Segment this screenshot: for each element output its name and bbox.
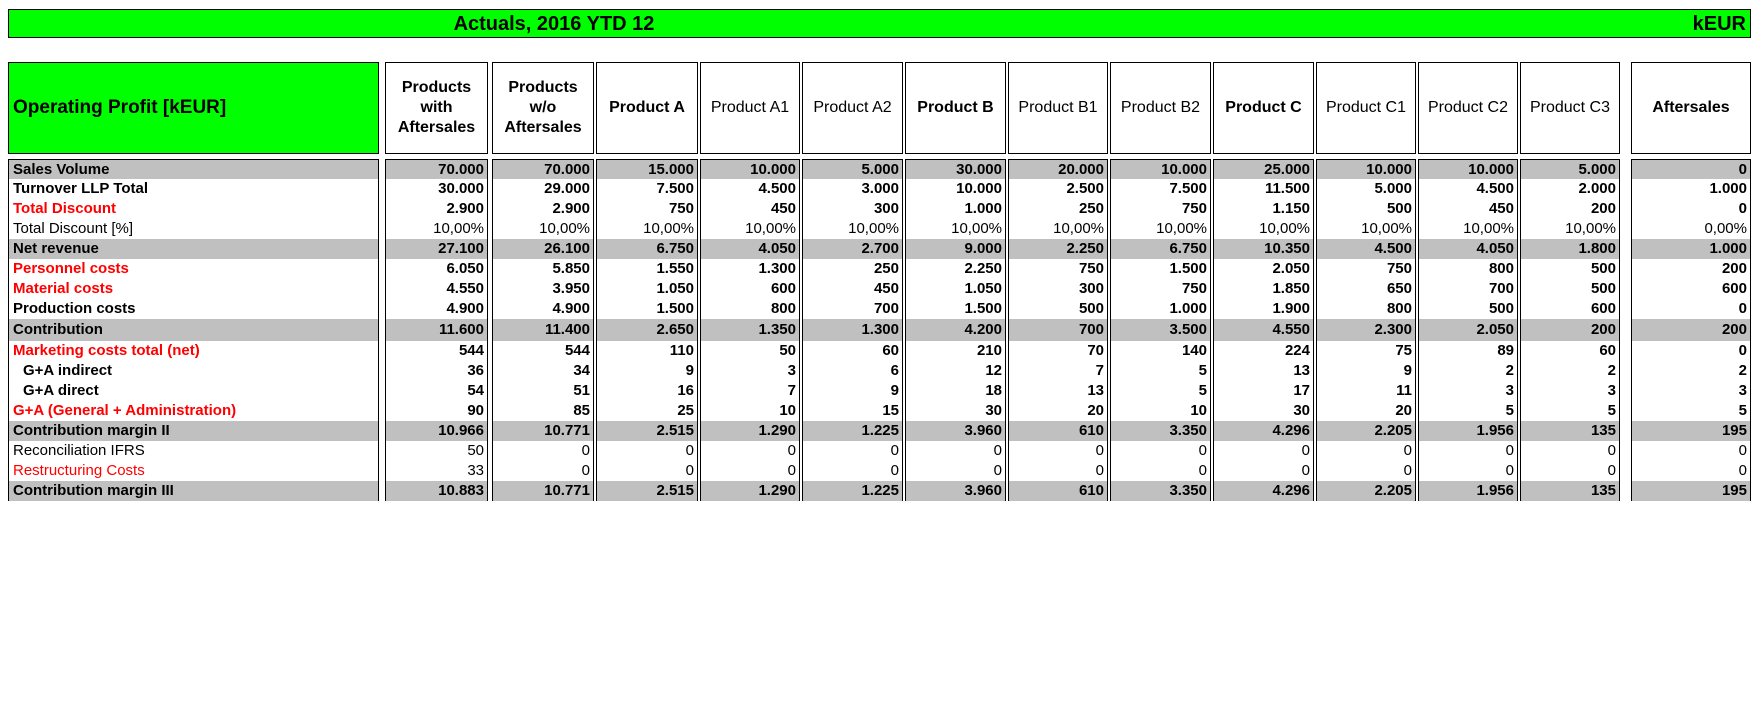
table-cell: 5.000 <box>802 159 903 179</box>
table-cell: 10.000 <box>1316 159 1416 179</box>
table-cell: 200 <box>1631 319 1751 341</box>
table-cell: 4.296 <box>1213 421 1314 441</box>
table-cell: 1.225 <box>802 481 903 501</box>
table-cell: 50 <box>700 341 800 361</box>
table-cell: 0,00% <box>1631 219 1751 239</box>
table-cell: 3.960 <box>905 481 1006 501</box>
table-cell: 6.750 <box>1110 239 1211 259</box>
table-cell: 0 <box>1418 441 1518 461</box>
table-cell: 2.650 <box>596 319 698 341</box>
table-cell: 4.200 <box>905 319 1006 341</box>
table-cell: 36 <box>385 361 488 381</box>
table-cell: 544 <box>385 341 488 361</box>
table-row <box>0 381 1757 401</box>
table-cell: 1.000 <box>905 199 1006 219</box>
table-cell: 30.000 <box>385 179 488 199</box>
table-cell: 750 <box>1008 259 1108 279</box>
table-cell: 1.000 <box>1631 239 1751 259</box>
table-cell: 4.550 <box>1213 319 1314 341</box>
table-cell: 0 <box>1631 159 1751 179</box>
table-cell: 10,00% <box>385 219 488 239</box>
table-row <box>0 341 1757 361</box>
table-cell: 1.500 <box>596 299 698 319</box>
table-cell: 4.500 <box>1418 179 1518 199</box>
table-row <box>0 279 1757 299</box>
table-cell: 10,00% <box>596 219 698 239</box>
table-cell: 17 <box>1213 381 1314 401</box>
table-cell: 30.000 <box>905 159 1006 179</box>
table-cell: 250 <box>802 259 903 279</box>
table-cell: 0 <box>1008 461 1108 481</box>
table-cell: 10,00% <box>1418 219 1518 239</box>
table-cell: 10 <box>700 401 800 421</box>
table-cell: 6.750 <box>596 239 698 259</box>
column-header: Product B <box>905 62 1006 154</box>
row-label: Production costs <box>8 299 379 319</box>
table-cell: 450 <box>802 279 903 299</box>
table-cell: 450 <box>700 199 800 219</box>
row-label: Contribution margin II <box>8 421 379 441</box>
table-cell: 1.350 <box>700 319 800 341</box>
table-cell: 0 <box>1213 461 1314 481</box>
table-cell: 10,00% <box>492 219 594 239</box>
table-cell: 5 <box>1631 401 1751 421</box>
row-label: Contribution margin III <box>8 481 379 501</box>
table-cell: 1.550 <box>596 259 698 279</box>
column-header: Product A1 <box>700 62 800 154</box>
table-cell: 1.290 <box>700 481 800 501</box>
table-cell: 200 <box>1631 259 1751 279</box>
table-cell: 18 <box>905 381 1006 401</box>
table-cell: 10,00% <box>1520 219 1620 239</box>
table-cell: 10.966 <box>385 421 488 441</box>
table-row <box>0 401 1757 421</box>
row-header-title: Operating Profit [kEUR] <box>8 62 379 154</box>
table-cell: 20 <box>1008 401 1108 421</box>
table-cell: 10,00% <box>905 219 1006 239</box>
column-header: Product C1 <box>1316 62 1416 154</box>
table-cell: 60 <box>802 341 903 361</box>
table-cell: 2.700 <box>802 239 903 259</box>
table-cell: 10,00% <box>700 219 800 239</box>
table-cell: 10 <box>1110 401 1211 421</box>
table-cell: 54 <box>385 381 488 401</box>
table-cell: 7.500 <box>1110 179 1211 199</box>
row-label: Turnover LLP Total <box>8 179 379 199</box>
row-label: G+A direct <box>8 381 379 401</box>
table-cell: 110 <box>596 341 698 361</box>
table-cell: 5.850 <box>492 259 594 279</box>
table-cell: 0 <box>700 461 800 481</box>
table-cell: 1.500 <box>1110 259 1211 279</box>
table-cell: 10,00% <box>1110 219 1211 239</box>
table-cell: 135 <box>1520 481 1620 501</box>
column-header: Aftersales <box>1631 62 1751 154</box>
table-row <box>0 179 1757 199</box>
table-cell: 1.956 <box>1418 481 1518 501</box>
table-cell: 7 <box>1008 361 1108 381</box>
column-header: Product C <box>1213 62 1314 154</box>
table-row <box>0 319 1757 341</box>
table-cell: 9 <box>596 361 698 381</box>
table-cell: 0 <box>596 441 698 461</box>
row-label: Reconciliation IFRS <box>8 441 379 461</box>
table-row <box>0 461 1757 481</box>
table-cell: 500 <box>1520 259 1620 279</box>
table-cell: 3 <box>1520 381 1620 401</box>
table-cell: 20.000 <box>1008 159 1108 179</box>
column-header: Product C2 <box>1418 62 1518 154</box>
table-cell: 2 <box>1418 361 1518 381</box>
table-cell: 10,00% <box>802 219 903 239</box>
table-cell: 60 <box>1520 341 1620 361</box>
table-cell: 10.771 <box>492 481 594 501</box>
table-cell: 2 <box>1631 361 1751 381</box>
table-cell: 10.000 <box>1110 159 1211 179</box>
table-cell: 610 <box>1008 481 1108 501</box>
table-cell: 0 <box>1316 441 1416 461</box>
table-cell: 1.290 <box>700 421 800 441</box>
table-cell: 6 <box>802 361 903 381</box>
table-cell: 500 <box>1418 299 1518 319</box>
table-row <box>0 199 1757 219</box>
row-label: Material costs <box>8 279 379 299</box>
table-cell: 135 <box>1520 421 1620 441</box>
table-cell: 10.000 <box>905 179 1006 199</box>
table-cell: 2.515 <box>596 481 698 501</box>
table-cell: 1.500 <box>905 299 1006 319</box>
table-cell: 5 <box>1418 401 1518 421</box>
table-cell: 0 <box>1418 461 1518 481</box>
table-cell: 700 <box>1418 279 1518 299</box>
table-cell: 10.771 <box>492 421 594 441</box>
column-header: Product B2 <box>1110 62 1211 154</box>
table-cell: 5 <box>1110 381 1211 401</box>
table-cell: 600 <box>700 279 800 299</box>
table-cell: 4.900 <box>492 299 594 319</box>
table-cell: 2.205 <box>1316 481 1416 501</box>
table-cell: 2.515 <box>596 421 698 441</box>
table-cell: 10.883 <box>385 481 488 501</box>
table-cell: 0 <box>802 441 903 461</box>
table-cell: 3 <box>1631 381 1751 401</box>
table-cell: 2.000 <box>1520 179 1620 199</box>
table-row <box>0 441 1757 461</box>
table-cell: 10,00% <box>1008 219 1108 239</box>
table-cell: 13 <box>1008 381 1108 401</box>
column-header: Products w/o Aftersales <box>492 62 594 154</box>
table-cell: 1.300 <box>802 319 903 341</box>
unit-label: kEUR <box>1692 13 1746 35</box>
table-cell: 3.960 <box>905 421 1006 441</box>
table-row <box>0 239 1757 259</box>
table-cell: 2.900 <box>492 199 594 219</box>
table-cell: 1.150 <box>1213 199 1314 219</box>
table-cell: 0 <box>1110 441 1211 461</box>
table-row <box>0 421 1757 441</box>
table-cell: 0 <box>905 461 1006 481</box>
table-cell: 2.500 <box>1008 179 1108 199</box>
table-cell: 0 <box>1520 441 1620 461</box>
table-cell: 30 <box>1213 401 1314 421</box>
table-cell: 1.800 <box>1520 239 1620 259</box>
table-cell: 3 <box>1418 381 1518 401</box>
table-cell: 500 <box>1008 299 1108 319</box>
row-label: Personnel costs <box>8 259 379 279</box>
table-cell: 26.100 <box>492 239 594 259</box>
table-cell: 4.500 <box>700 179 800 199</box>
row-label: Total Discount [%] <box>8 219 379 239</box>
table-cell: 2.050 <box>1418 319 1518 341</box>
table-cell: 1.850 <box>1213 279 1314 299</box>
table-cell: 0 <box>1631 341 1751 361</box>
table-cell: 0 <box>1631 441 1751 461</box>
table-cell: 0 <box>1316 461 1416 481</box>
table-cell: 5.000 <box>1316 179 1416 199</box>
row-label: Net revenue <box>8 239 379 259</box>
table-cell: 2.050 <box>1213 259 1314 279</box>
table-cell: 2.900 <box>385 199 488 219</box>
table-cell: 2.250 <box>1008 239 1108 259</box>
row-label: G+A (General + Administration) <box>8 401 379 421</box>
table-cell: 0 <box>1631 199 1751 219</box>
table-cell: 5.000 <box>1520 159 1620 179</box>
table-cell: 29.000 <box>492 179 594 199</box>
table-cell: 200 <box>1520 319 1620 341</box>
table-cell: 27.100 <box>385 239 488 259</box>
table-cell: 224 <box>1213 341 1314 361</box>
row-label: Sales Volume <box>8 159 379 179</box>
table-row <box>0 481 1757 501</box>
table-cell: 50 <box>385 441 488 461</box>
table-cell: 34 <box>492 361 594 381</box>
table-row <box>0 159 1757 179</box>
table-cell: 9 <box>1316 361 1416 381</box>
table-cell: 11 <box>1316 381 1416 401</box>
table-cell: 250 <box>1008 199 1108 219</box>
table-cell: 195 <box>1631 481 1751 501</box>
table-cell: 1.050 <box>905 279 1006 299</box>
table-cell: 33 <box>385 461 488 481</box>
table-cell: 750 <box>596 199 698 219</box>
table-cell: 4.296 <box>1213 481 1314 501</box>
table-cell: 70.000 <box>385 159 488 179</box>
table-cell: 1.900 <box>1213 299 1314 319</box>
table-cell: 0 <box>1008 441 1108 461</box>
table-cell: 800 <box>1316 299 1416 319</box>
table-cell: 210 <box>905 341 1006 361</box>
table-cell: 25 <box>596 401 698 421</box>
table-cell: 0 <box>1213 441 1314 461</box>
table-cell: 15.000 <box>596 159 698 179</box>
table-cell: 2.300 <box>1316 319 1416 341</box>
table-cell: 800 <box>700 299 800 319</box>
table-cell: 15 <box>802 401 903 421</box>
report-title: Actuals, 2016 YTD 12 <box>453 13 655 35</box>
table-cell: 0 <box>596 461 698 481</box>
table-cell: 1.000 <box>1631 179 1751 199</box>
table-cell: 750 <box>1110 199 1211 219</box>
table-cell: 200 <box>1520 199 1620 219</box>
table-cell: 7 <box>700 381 800 401</box>
table-cell: 3.350 <box>1110 421 1211 441</box>
table-cell: 5 <box>1110 361 1211 381</box>
table-cell: 1.000 <box>1110 299 1211 319</box>
table-cell: 600 <box>1520 299 1620 319</box>
table-cell: 12 <box>905 361 1006 381</box>
table-cell: 25.000 <box>1213 159 1314 179</box>
table-row <box>0 299 1757 319</box>
table-cell: 30 <box>905 401 1006 421</box>
table-cell: 11.500 <box>1213 179 1314 199</box>
table-cell: 0 <box>1520 461 1620 481</box>
table-cell: 11.400 <box>492 319 594 341</box>
table-cell: 650 <box>1316 279 1416 299</box>
table-cell: 1.050 <box>596 279 698 299</box>
table-cell: 140 <box>1110 341 1211 361</box>
table-row <box>0 259 1757 279</box>
table-cell: 300 <box>1008 279 1108 299</box>
table-cell: 4.050 <box>700 239 800 259</box>
table-cell: 3.350 <box>1110 481 1211 501</box>
table-cell: 2 <box>1520 361 1620 381</box>
table-cell: 1.300 <box>700 259 800 279</box>
table-cell: 10,00% <box>1316 219 1416 239</box>
table-cell: 2.205 <box>1316 421 1416 441</box>
table-cell: 600 <box>1631 279 1751 299</box>
column-header: Products with Aftersales <box>385 62 488 154</box>
table-cell: 3.500 <box>1110 319 1211 341</box>
row-label: Contribution <box>8 319 379 341</box>
table-cell: 544 <box>492 341 594 361</box>
row-label: Marketing costs total (net) <box>8 341 379 361</box>
table-cell: 0 <box>1631 299 1751 319</box>
table-cell: 0 <box>905 441 1006 461</box>
table-cell: 90 <box>385 401 488 421</box>
table-cell: 4.050 <box>1418 239 1518 259</box>
report-title-bar <box>8 9 1751 38</box>
table-cell: 3.950 <box>492 279 594 299</box>
table-cell: 10.000 <box>700 159 800 179</box>
table-cell: 1.225 <box>802 421 903 441</box>
table-cell: 0 <box>700 441 800 461</box>
table-cell: 700 <box>1008 319 1108 341</box>
table-cell: 3 <box>700 361 800 381</box>
table-cell: 750 <box>1316 259 1416 279</box>
table-row <box>0 361 1757 381</box>
table-cell: 6.050 <box>385 259 488 279</box>
table-cell: 300 <box>802 199 903 219</box>
table-cell: 500 <box>1316 199 1416 219</box>
table-cell: 20 <box>1316 401 1416 421</box>
table-cell: 89 <box>1418 341 1518 361</box>
table-cell: 0 <box>492 441 594 461</box>
table-cell: 4.900 <box>385 299 488 319</box>
table-cell: 4.500 <box>1316 239 1416 259</box>
table-cell: 51 <box>492 381 594 401</box>
table-cell: 13 <box>1213 361 1314 381</box>
table-cell: 800 <box>1418 259 1518 279</box>
table-cell: 610 <box>1008 421 1108 441</box>
table-cell: 11.600 <box>385 319 488 341</box>
table-cell: 700 <box>802 299 903 319</box>
table-cell: 9.000 <box>905 239 1006 259</box>
table-cell: 85 <box>492 401 594 421</box>
table-cell: 500 <box>1520 279 1620 299</box>
table-cell: 9 <box>802 381 903 401</box>
table-cell: 10.350 <box>1213 239 1314 259</box>
row-label: Restructuring Costs <box>8 461 379 481</box>
column-header: Product A2 <box>802 62 903 154</box>
table-cell: 70 <box>1008 341 1108 361</box>
table-cell: 75 <box>1316 341 1416 361</box>
table-cell: 16 <box>596 381 698 401</box>
column-header: Product A <box>596 62 698 154</box>
column-header: Product B1 <box>1008 62 1108 154</box>
table-cell: 195 <box>1631 421 1751 441</box>
table-cell: 750 <box>1110 279 1211 299</box>
table-cell: 70.000 <box>492 159 594 179</box>
table-cell: 2.250 <box>905 259 1006 279</box>
table-cell: 4.550 <box>385 279 488 299</box>
table-cell: 5 <box>1520 401 1620 421</box>
row-label: G+A indirect <box>8 361 379 381</box>
table-row <box>0 219 1757 239</box>
table-cell: 0 <box>1110 461 1211 481</box>
row-label: Total Discount <box>8 199 379 219</box>
table-cell: 3.000 <box>802 179 903 199</box>
table-cell: 7.500 <box>596 179 698 199</box>
table-cell: 10.000 <box>1418 159 1518 179</box>
table-cell: 10,00% <box>1213 219 1314 239</box>
table-cell: 0 <box>1631 461 1751 481</box>
table-cell: 0 <box>492 461 594 481</box>
table-cell: 450 <box>1418 199 1518 219</box>
table-cell: 0 <box>802 461 903 481</box>
column-header: Product C3 <box>1520 62 1620 154</box>
table-cell: 1.956 <box>1418 421 1518 441</box>
